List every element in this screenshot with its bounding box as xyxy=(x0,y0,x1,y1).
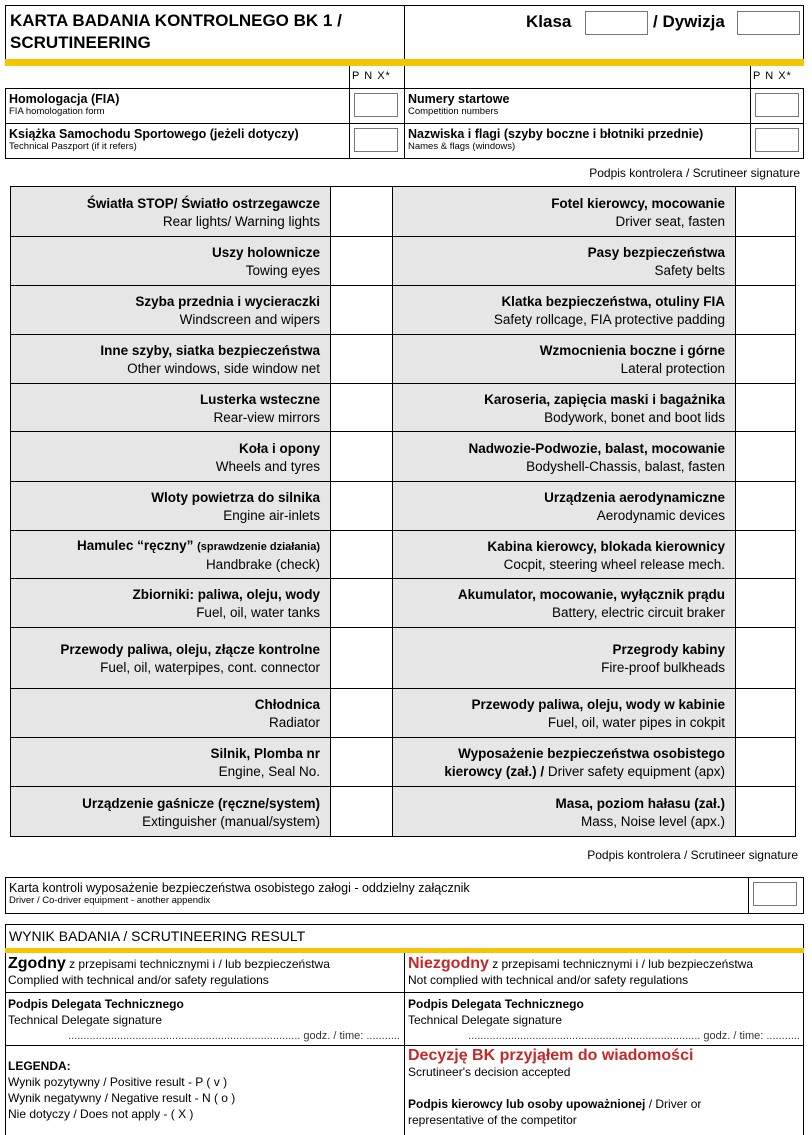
check-item-left-pl: Inne szyby, siatka bezpieczeństwa xyxy=(100,343,320,358)
check-result-left[interactable] xyxy=(331,689,393,738)
check-item-left-en: Towing eyes xyxy=(245,263,320,278)
check-item-left-en: Windscreen and wipers xyxy=(179,312,320,327)
check-item-right xyxy=(393,628,736,689)
delegate-en-left: Technical Delegate signature xyxy=(8,1013,163,1027)
check-item-right-en: Mass, Noise level (apx.) xyxy=(580,813,725,829)
compliant-word: Zgodny xyxy=(8,955,66,972)
check-item-left-en: Other windows, side window net xyxy=(127,361,320,376)
check-result-right[interactable] xyxy=(736,579,796,628)
check-result-left[interactable] xyxy=(331,482,393,531)
crew-equipment-en: Driver / Co-driver equipment - another appendix xyxy=(9,895,211,906)
compliant-cell xyxy=(8,956,400,988)
form-title xyxy=(10,10,400,54)
homologation-en: FIA homologation form xyxy=(9,106,105,117)
check-result-right[interactable] xyxy=(736,628,796,689)
check-item-left-pl: Szyba przednia i wycieraczki xyxy=(135,294,320,309)
check-item-left xyxy=(11,531,331,579)
non-compliant-word: Niezgodny xyxy=(408,955,489,972)
homologation-pl: Homologacja (FIA) xyxy=(9,92,120,106)
driver-signature-line[interactable] xyxy=(408,1096,802,1112)
check-item-left-en: Radiator xyxy=(268,715,320,730)
check-row xyxy=(11,237,796,286)
delegate-pl-right: Podpis Delegata Technicznego xyxy=(408,997,584,1011)
check-row xyxy=(11,187,796,237)
check-item-right-en: Safety rollcage, FIA protective padding xyxy=(493,312,725,327)
check-item-left-en: Engine, Seal No. xyxy=(218,764,320,779)
check-item-left-pl: Zbiorniki: paliwa, oleju, wody xyxy=(132,587,320,602)
check-result-left[interactable] xyxy=(331,237,393,286)
check-row xyxy=(11,531,796,579)
check-item-right-pl: Przegrody kabiny xyxy=(612,642,725,657)
check-item-right-en: Cocpit, steering wheel release mech. xyxy=(503,556,725,572)
check-item-right-pl: Kabina kierowcy, blokada kierownicy xyxy=(487,538,725,554)
check-item-right-en: Safety belts xyxy=(654,263,725,278)
check-item-right-pl: Masa, poziom hałasu (zał.) xyxy=(555,795,725,811)
names-flags-pl: Nazwiska i flagi (szyby boczne i błotniki przednie) xyxy=(408,127,704,141)
delegate-en-right: Technical Delegate signature xyxy=(408,1013,563,1027)
check-item-right xyxy=(393,237,736,286)
non-compliant-cell xyxy=(408,956,802,988)
klasa-input[interactable] xyxy=(585,11,648,35)
check-item-right-en: Fire-proof bulkheads xyxy=(601,660,725,675)
check-result-right[interactable] xyxy=(736,335,796,384)
handbrake-pl: Hamulec “ręczny” xyxy=(77,538,194,553)
names-flags-item xyxy=(408,127,703,152)
delegate-signature-right xyxy=(408,996,800,1044)
legend-negative: Wynik negatywny / Negative result - N ( o ) xyxy=(8,1091,236,1105)
check-item-left-pl: Uszy holownicze xyxy=(211,245,320,260)
check-item-left-pl: Chłodnica xyxy=(254,697,320,712)
check-item-right xyxy=(393,738,736,787)
check-result-right[interactable] xyxy=(736,384,796,432)
check-item-right-pl: Fotel kierowcy, mocowanie xyxy=(551,195,725,211)
check-result-left[interactable] xyxy=(331,531,393,579)
check-item-right-pl: Karoseria, zapięcia maski i bagażnika xyxy=(484,391,725,407)
pnx-label-left: P N X* xyxy=(352,70,391,82)
check-item-left xyxy=(11,286,331,335)
result-hline-2 xyxy=(5,1045,804,1046)
top-rows-vline-2 xyxy=(404,66,405,159)
delegate-signature-left xyxy=(8,996,400,1044)
scrutineer-signature-1: Podpis kontrolera / Scrutineer signature xyxy=(589,166,800,180)
dywizja-label: / Dywizja xyxy=(653,12,725,31)
check-item-right xyxy=(393,335,736,384)
check-item-left-en: Fuel, oil, waterpipes, cont. connector xyxy=(100,660,320,675)
klasa-label: Klasa xyxy=(526,12,572,31)
check-result-left[interactable] xyxy=(331,187,393,237)
header-divider xyxy=(404,5,405,66)
check-item-right xyxy=(393,689,736,738)
non-compliant-rest: z przepisami technicznymi i / lub bezpieczeństwa xyxy=(488,957,754,971)
check-item-left-pl: Koła i opony xyxy=(239,440,320,456)
driver-equipment-pl2: kierowcy (zał.) / xyxy=(444,764,545,779)
check-item-right-en: Driver seat, fasten xyxy=(615,213,725,229)
check-row xyxy=(11,738,796,787)
top-rows-vline-3 xyxy=(750,66,751,159)
crew-equipment-checkbox[interactable] xyxy=(753,882,797,906)
check-item-left-pl xyxy=(17,537,320,556)
check-row xyxy=(11,286,796,335)
check-item-left xyxy=(11,335,331,384)
check-item-left-en: Extinguisher (manual/system) xyxy=(142,813,320,829)
decision-pl: Decyzję BK przyjąłem do wiadomości xyxy=(408,1047,694,1064)
check-item-right xyxy=(393,787,736,837)
crew-equipment-item xyxy=(9,881,470,906)
time-line-left[interactable]: ............................................................................ godz. / time: ........... xyxy=(68,1030,400,1042)
check-result-right[interactable] xyxy=(736,187,796,237)
driver-signature-en-a: / Driver or xyxy=(645,1097,702,1111)
check-result-left[interactable] xyxy=(331,579,393,628)
check-result-right[interactable] xyxy=(736,482,796,531)
names-flags-checkbox[interactable] xyxy=(755,128,799,152)
competition-numbers-en: Competition numbers xyxy=(408,106,499,117)
competition-numbers-checkbox[interactable] xyxy=(755,93,799,117)
check-row xyxy=(11,628,796,689)
check-item-left xyxy=(11,738,331,787)
technical-passport-pl: Książka Samochodu Sportowego (jeżeli dotyczy) xyxy=(9,127,299,141)
check-result-left[interactable] xyxy=(331,787,393,837)
check-item-left xyxy=(11,237,331,286)
time-line-right[interactable]: ............................................................................ godz. / time: ........... xyxy=(468,1030,800,1042)
result-hline-1 xyxy=(5,992,804,993)
check-item-right-pl: Wyposażenie bezpieczeństwa osobistego xyxy=(458,746,725,761)
crew-equipment-vline xyxy=(748,877,749,914)
check-item-right xyxy=(393,286,736,335)
legend-not-apply: Nie dotyczy / Does not apply - ( X ) xyxy=(8,1107,194,1121)
check-result-left[interactable] xyxy=(331,335,393,384)
top-rows-vline-1 xyxy=(349,66,350,159)
check-item-right-en: Fuel, oil, water pipes in cokpit xyxy=(547,715,725,730)
non-compliant-line xyxy=(408,956,802,972)
check-item-left-en: Fuel, oil, water tanks xyxy=(196,605,320,620)
check-item-left-pl: Silnik, Plomba nr xyxy=(210,746,320,761)
legend-title: LEGENDA: xyxy=(8,1059,71,1073)
check-item-left-en: Wheels and tyres xyxy=(215,458,320,474)
driver-equipment-en: Driver safety equipment (apx) xyxy=(547,764,725,779)
check-item-right-en: Bodyshell-Chassis, balast, fasten xyxy=(526,458,725,474)
check-item-right-pl: Wzmocnienia boczne i górne xyxy=(539,343,725,358)
check-item-left-pl: Przewody paliwa, oleju, złącze kontrolne xyxy=(60,642,320,657)
check-item-right-pl: Akumulator, mocowanie, wyłącznik prądu xyxy=(457,587,725,602)
check-item-right xyxy=(393,432,736,482)
check-item-left-en: Rear-view mirrors xyxy=(213,409,320,425)
check-item-left xyxy=(11,482,331,531)
driver-signature-en-b: representative of the competitor xyxy=(408,1113,577,1127)
check-item-left xyxy=(11,432,331,482)
check-result-right[interactable] xyxy=(736,432,796,482)
check-row xyxy=(11,689,796,738)
delegate-pl-left: Podpis Delegata Technicznego xyxy=(8,997,184,1011)
legend xyxy=(8,1058,400,1122)
check-item-left xyxy=(11,384,331,432)
header-accent-bar xyxy=(5,59,804,66)
competition-numbers-pl: Numery startowe xyxy=(408,92,510,106)
check-item-left xyxy=(11,689,331,738)
handbrake-check-note: (sprawdzenie działania) xyxy=(197,541,320,553)
check-item-right xyxy=(393,187,736,237)
compliant-en: Complied with technical and/or safety regulations xyxy=(8,973,269,987)
form-title-line2: SCRUTINEERING xyxy=(10,33,151,52)
dywizja-input[interactable] xyxy=(737,11,800,35)
check-result-left[interactable] xyxy=(331,384,393,432)
form-title-line1: KARTA BADANIA KONTROLNEGO BK 1 / xyxy=(10,11,342,30)
check-row xyxy=(11,787,796,837)
check-result-left[interactable] xyxy=(331,432,393,482)
check-result-left[interactable] xyxy=(331,628,393,689)
check-result-right[interactable] xyxy=(736,787,796,837)
check-item-left-en: Engine air-inlets xyxy=(223,508,320,523)
check-result-right[interactable] xyxy=(736,286,796,335)
driver-signature-pl: Podpis kierowcy lub osoby upoważnionej xyxy=(408,1097,646,1111)
check-item-right-en xyxy=(399,763,725,781)
check-result-left[interactable] xyxy=(331,738,393,787)
check-result-right[interactable] xyxy=(736,689,796,738)
check-item-right-en: Aerodynamic devices xyxy=(596,508,725,523)
homologation-item xyxy=(9,92,119,117)
check-result-left[interactable] xyxy=(331,286,393,335)
check-item-left xyxy=(11,628,331,689)
non-compliant-en: Not complied with technical and/or safety regulations xyxy=(408,973,689,987)
check-item-right-pl: Nadwozie-Podwozie, balast, mocowanie xyxy=(468,440,725,456)
check-result-right[interactable] xyxy=(736,738,796,787)
check-row xyxy=(11,432,796,482)
check-item-right xyxy=(393,531,736,579)
check-item-right-en: Lateral protection xyxy=(620,361,725,376)
check-item-left-pl: Urządzenie gaśnicze (ręczne/system) xyxy=(82,795,320,811)
check-item-left-en: Handbrake (check) xyxy=(205,557,320,572)
check-row xyxy=(11,384,796,432)
check-item-left xyxy=(11,579,331,628)
check-item-right xyxy=(393,579,736,628)
technical-passport-checkbox[interactable] xyxy=(354,128,398,152)
technical-passport-item xyxy=(9,127,299,152)
check-item-right-pl: Przewody paliwa, oleju, wody w kabinie xyxy=(471,697,725,712)
scrutineer-signature-2: Podpis kontrolera / Scrutineer signature xyxy=(587,848,798,862)
compliant-line xyxy=(8,956,400,972)
check-item-right-pl: Klatka bezpieczeństwa, otuliny FIA xyxy=(501,294,725,309)
result-vline xyxy=(404,953,405,1135)
check-item-right xyxy=(393,384,736,432)
check-item-right-pl: Pasy bezpieczeństwa xyxy=(587,245,725,260)
check-item-left-en: Rear lights/ Warning lights xyxy=(162,213,320,229)
decision-cell xyxy=(408,1048,802,1128)
compliant-rest: z przepisami technicznymi i / lub bezpieczeństwa xyxy=(65,957,330,971)
homologation-checkbox[interactable] xyxy=(354,93,398,117)
pnx-label-right: P N X* xyxy=(753,70,792,82)
check-item-right-pl: Urządzenia aerodynamiczne xyxy=(544,490,725,505)
check-item-left-pl: Lusterka wsteczne xyxy=(199,391,320,407)
check-row xyxy=(11,579,796,628)
check-row xyxy=(11,482,796,531)
check-grid xyxy=(10,186,796,837)
technical-passport-en: Technical Paszport (if it refers) xyxy=(9,141,137,152)
check-result-right[interactable] xyxy=(736,237,796,286)
decision-en: Scrutineer's decision accepted xyxy=(408,1065,571,1079)
check-item-left xyxy=(11,787,331,837)
check-item-left-pl: Wloty powietrza do silnika xyxy=(151,490,320,505)
check-result-right[interactable] xyxy=(736,531,796,579)
check-item-left xyxy=(11,187,331,237)
check-item-right xyxy=(393,482,736,531)
competition-numbers-item xyxy=(408,92,509,117)
result-heading: WYNIK BADANIA / SCRUTINEERING RESULT xyxy=(9,928,306,944)
check-item-right-en: Bodywork, bonet and boot lids xyxy=(544,409,725,425)
names-flags-en: Names & flags (windows) xyxy=(408,141,516,152)
crew-equipment-pl: Karta kontroli wyposażenie bezpieczeństwa osobistego załogi - oddzielny załącznik xyxy=(9,881,470,895)
check-item-left-pl: Światła STOP/ Światło ostrzegawcze xyxy=(86,195,320,211)
check-item-right-en: Battery, electric circuit braker xyxy=(551,605,725,620)
check-row xyxy=(11,335,796,384)
legend-positive: Wynik pozytywny / Positive result - P ( v ) xyxy=(8,1075,228,1089)
